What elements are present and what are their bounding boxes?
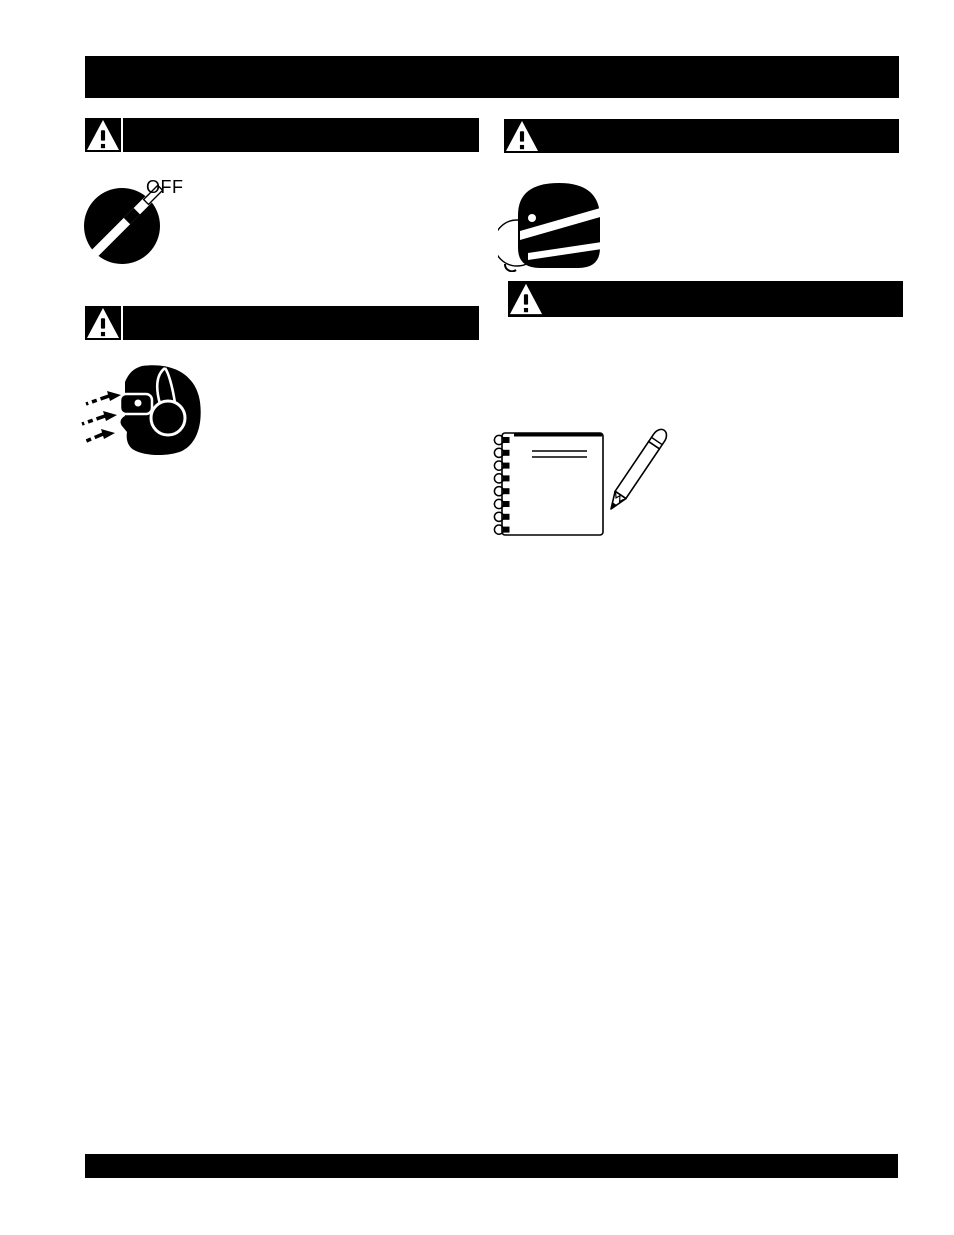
footer-bar (85, 1154, 898, 1178)
warning-header-right-1 (504, 119, 899, 153)
section-header-bar (85, 56, 899, 98)
warning-triangle-icon (504, 119, 540, 153)
warning-header-text (544, 281, 554, 317)
warning-header-text (123, 306, 133, 340)
notebook-pencil-icon (488, 424, 688, 544)
warning-header-left-2 (85, 306, 479, 340)
hard-hat-face-shield-icon (498, 180, 606, 272)
warning-triangle-icon (85, 118, 121, 152)
warning-header-right-2 (508, 281, 903, 317)
warning-header-left-1 (85, 118, 479, 152)
warning-triangle-icon (508, 281, 544, 317)
warning-header-text (123, 118, 133, 152)
warning-header-text (540, 119, 550, 153)
ear-protection-icon (80, 358, 210, 460)
off-switch-label: OFF (146, 177, 184, 197)
warning-triangle-icon (85, 306, 121, 340)
